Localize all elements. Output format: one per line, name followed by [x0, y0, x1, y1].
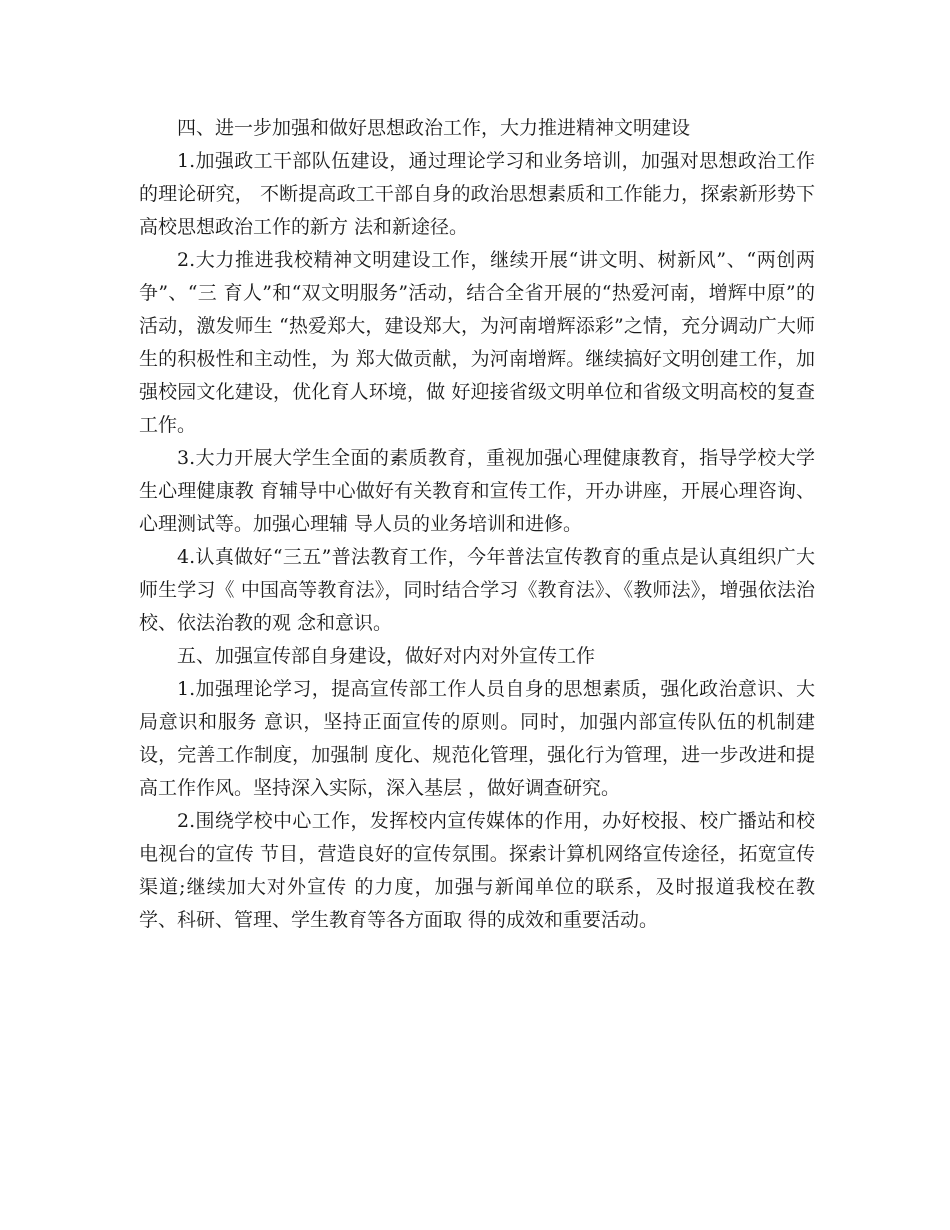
paragraph-5-1: 1.加强理论学习，提高宣传部工作人员自身的思想素质，强化政治意识、大局意识和服务 意识，坚持正面宣传的原则。同时，加强内部宣传队伍的机制建设，完善工作制度，加强制 度化、规范化管理，强化行为管理，进一步改进和提高工作作风。坚持深入实际，深入基层 ，做好调查研究。: [139, 678, 815, 799]
paragraph-4-2: 2.大力推进我校精神文明建设工作，继续开展“讲文明、树新风”、“两创两争”、“三 育人”和“双文明服务”活动，结合全省开展的“热爱河南，增辉中原”的活动，激发师生 “热爱郑大，建设郑大，为河南增辉添彩”之情，充分调动广大师生的积极性和主动性，为 郑大做贡献，为河南增辉。继续搞好文明创建工作，加强校园文化建设，优化育人环境，做 好迎接省级文明单位和省级文明高校的复查工作。: [139, 249, 815, 436]
paragraph-5-2: 2.围绕学校中心工作，发挥校内宣传媒体的作用，办好校报、校广播站和校电视台的宣传 节目，营造良好的宣传氛围。探索计算机网络宣传途径，拓宽宣传渠道;继续加大对外宣传 的力度，加强与新闻单位的联系，及时报道我校在教学、科研、管理、学生教育等各方面取 得的成效和重要活动。: [139, 810, 815, 931]
document-body: [139, 112, 815, 937]
section-heading-five: 五、加强宣传部自身建设，做好对内对外宣传工作: [177, 645, 596, 667]
paragraph-4-1: 1.加强政工干部队伍建设，通过理论学习和业务培训，加强对思想政治工作的理论研究， 不断提高政工干部自身的政治思想素质和工作能力，探索新形势下高校思想政治工作的新方 法和新途径。: [139, 150, 815, 238]
section-heading-four: 四、进一步加强和做好思想政治工作，大力推进精神文明建设: [177, 117, 691, 139]
paragraph-4-3: 3.大力开展大学生全面的素质教育，重视加强心理健康教育，指导学校大学生心理健康教 育辅导中心做好有关教育和宣传工作，开办讲座，开展心理咨询、心理测试等。加强心理辅 导人员的业务培训和进修。: [139, 447, 815, 535]
paragraph-4-4: 4.认真做好“三五”普法教育工作，今年普法宣传教育的重点是认真组织广大师生学习《 中国高等教育法》，同时结合学习《教育法》、《教师法》，增强依法治校、依法治教的观 念和意识。: [139, 546, 815, 634]
